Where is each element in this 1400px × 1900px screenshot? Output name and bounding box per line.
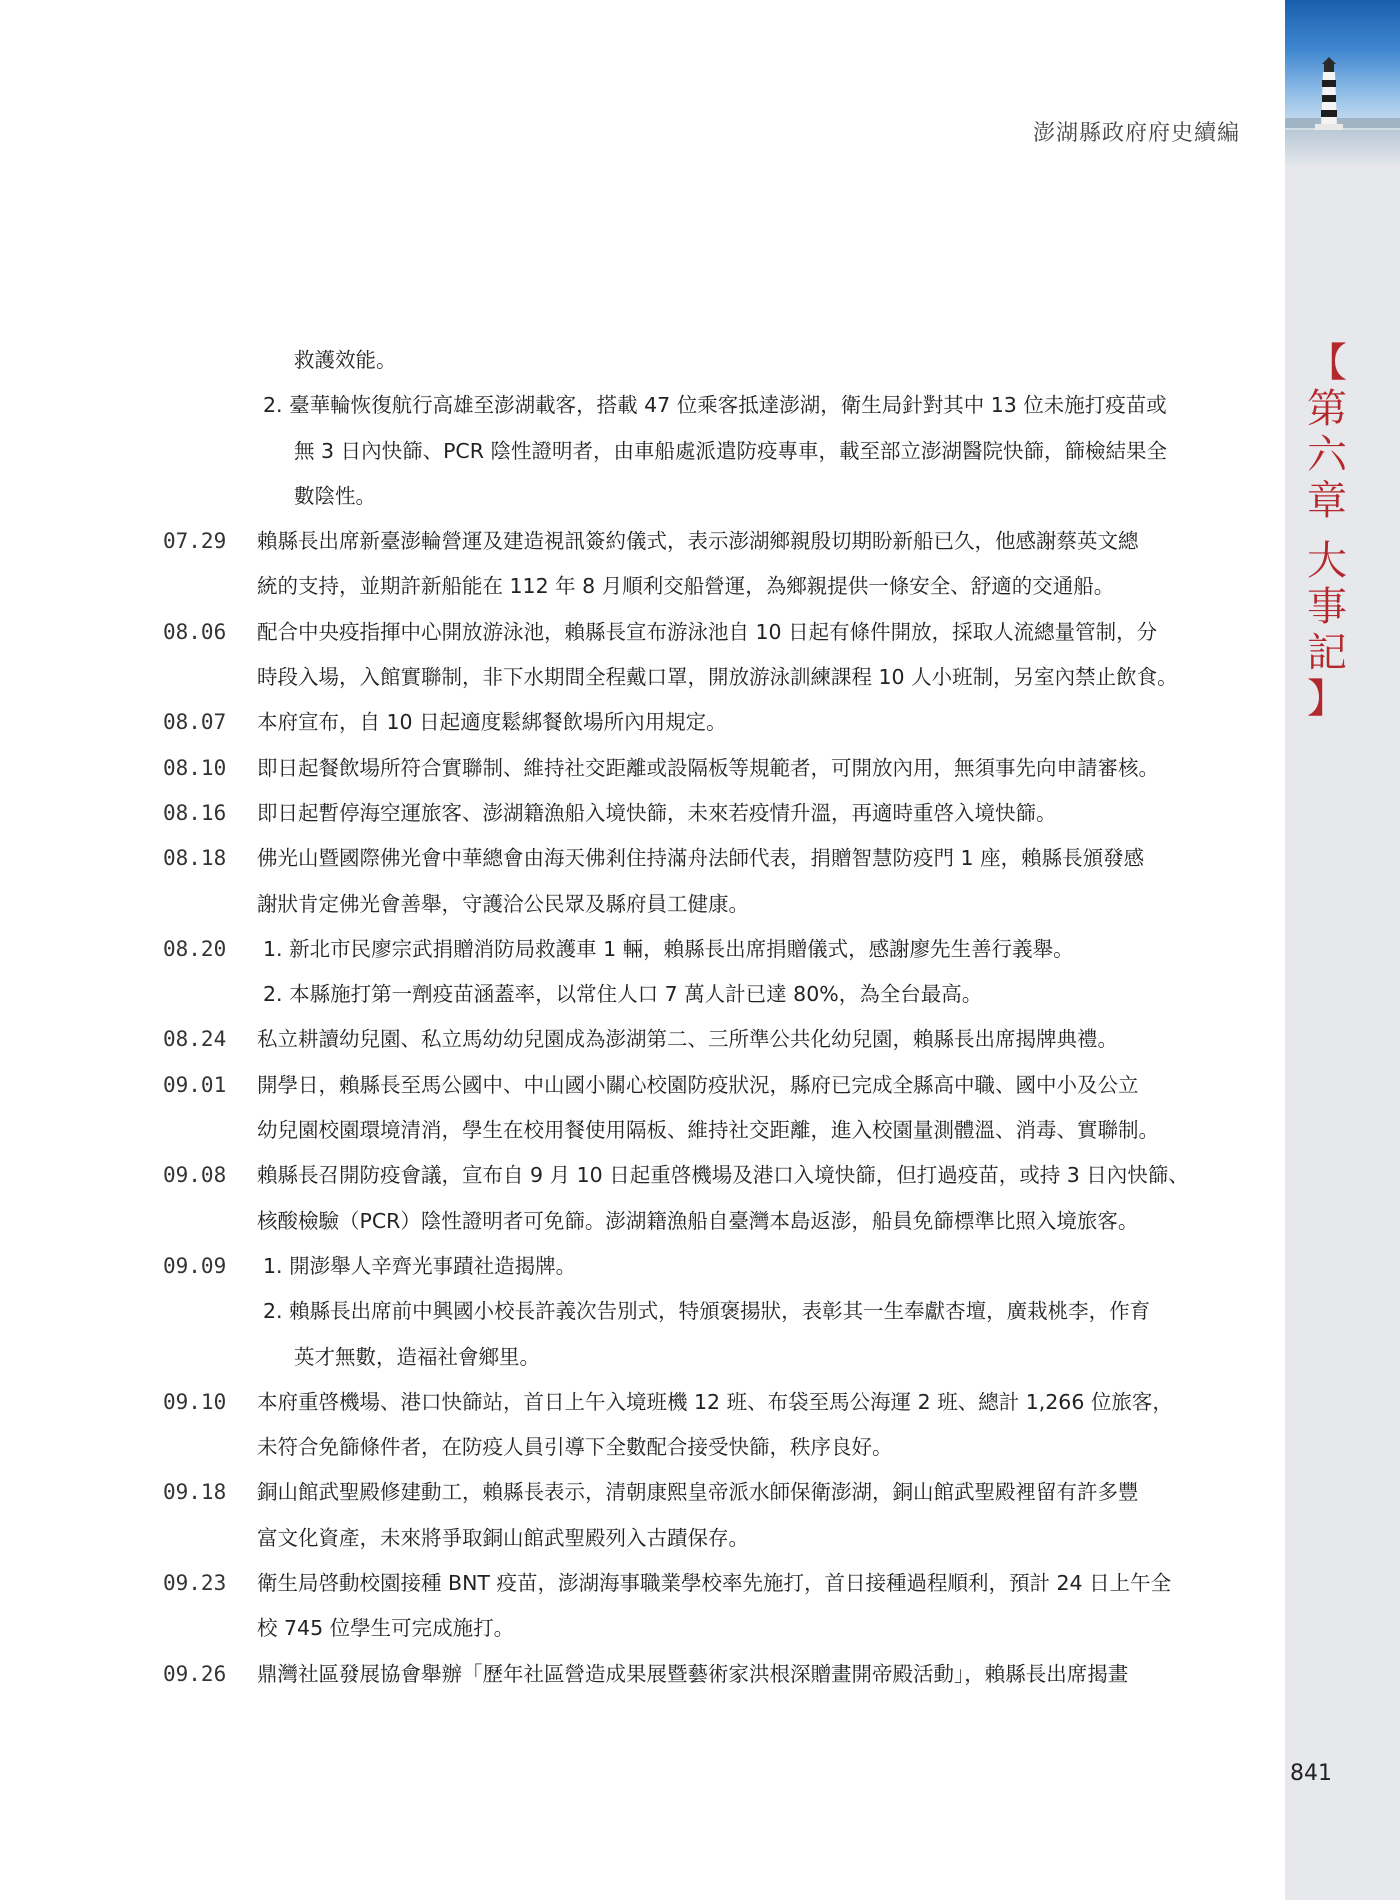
entry-text: 即日起餐飲場所符合實聯制、維持社交距離或設隔板等規範者，可開放內用，無須事先向申請審核。 [257, 755, 1159, 780]
entry-text: 2. 臺華輪恢復航行高雄至澎湖載客，搭載 47 位乘客抵達澎湖，衛生局針對其中 13 位未施打疫苗或 [263, 393, 1167, 418]
chronicle-body [0, 338, 1285, 1697]
chronicle-line [0, 383, 1285, 428]
chronicle-line [0, 1153, 1285, 1198]
entry-date: 09.08 [163, 1163, 227, 1188]
entry-date: 08.07 [163, 710, 227, 735]
entry-text: 本府宣布，自 10 日起適度鬆綁餐飲場所內用規定。 [257, 710, 727, 735]
entry-date: 09.26 [163, 1661, 227, 1686]
chronicle-line [0, 1380, 1285, 1425]
entry-text: 即日起暫停海空運旅客、澎湖籍漁船入境快篩，未來若疫情升溫，再適時重啓入境快篩。 [257, 800, 1057, 825]
entry-text: 救護效能。 [294, 348, 397, 372]
chronicle-line [0, 1244, 1285, 1289]
entry-text: 時段入場，入館實聯制，非下水期間全程戴口罩，開放游泳訓練課程 10 人小班制，另室內禁止飲食。 [257, 665, 1178, 690]
entry-date: 07.29 [163, 529, 227, 554]
chronicle-line [0, 1425, 1285, 1470]
chronicle-line [0, 1470, 1285, 1515]
entry-date: 08.06 [163, 619, 227, 644]
entry-text: 賴縣長召開防疫會議，宣布自 9 月 10 日起重啓機場及港口入境快篩，但打過疫苗，或持 3 日內快篩、 [257, 1163, 1189, 1188]
entry-text: 1. 開澎舉人辛齊光事蹟社造揭牌。 [263, 1253, 577, 1278]
chronicle-line [0, 791, 1285, 836]
running-header: 澎湖縣政府府史續編 [1032, 121, 1240, 146]
entry-text: 私立耕讀幼兒園、私立馬幼幼兒園成為澎湖第二、三所準公共化幼兒園，賴縣長出席揭牌典禮。 [257, 1027, 1118, 1052]
entry-text: 無 3 日內快篩、PCR 陰性證明者，由車船處派遣防疫專車，載至部立澎湖醫院快篩，篩檢結果全 [294, 438, 1168, 463]
entry-date: 09.10 [163, 1389, 227, 1414]
entry-date: 08.16 [163, 800, 227, 825]
chronicle-line [0, 1606, 1285, 1651]
chronicle-line [0, 429, 1285, 474]
entry-text: 開學日，賴縣長至馬公國中、中山國小關心校園防疫狀況，縣府已完成全縣高中職、國中小及公立 [257, 1072, 1139, 1097]
chapter-tab [1302, 340, 1352, 722]
entry-text: 2. 賴縣長出席前中興國小校長許義次告別式，特頒褒揚狀，表彰其一生奉獻杏壇，廣栽桃李，作育 [263, 1299, 1151, 1324]
chronicle-line [0, 338, 1285, 383]
entry-date: 08.18 [163, 846, 227, 871]
lighthouse-photo [1285, 0, 1400, 165]
entry-date: 09.01 [163, 1072, 227, 1097]
page-number: 841 [1290, 1761, 1332, 1786]
entry-text: 衛生局啓動校園接種 BNT 疫苗，澎湖海事職業學校率先施打，首日接種過程順利，預計 24 日上午全 [257, 1571, 1172, 1596]
chapter-title-label: 大事記 [1307, 538, 1347, 676]
chronicle-line [0, 1063, 1285, 1108]
chronicle-line [0, 882, 1285, 927]
entry-text: 校 745 位學生可完成施打。 [257, 1616, 515, 1641]
chronicle-line [0, 519, 1285, 564]
entry-text: 富文化資產，未來將爭取銅山館武聖殿列入古蹟保存。 [257, 1525, 749, 1550]
chronicle-line [0, 474, 1285, 519]
entry-text: 數陰性。 [294, 483, 376, 508]
entry-date: 09.09 [163, 1253, 227, 1278]
chapter-number-label: 第六章 [1307, 386, 1347, 524]
chronicle-line [0, 610, 1285, 655]
entry-text: 佛光山暨國際佛光會中華總會由海天佛剎住持滿舟法師代表，捐贈智慧防疫門 1 座，賴縣長頒發感 [257, 846, 1145, 871]
chronicle-line [0, 1335, 1285, 1380]
chronicle-line [0, 1108, 1285, 1153]
entry-text: 本府重啓機場、港口快篩站，首日上午入境班機 12 班、布袋至馬公海運 2 班、總計 1,266 位旅客， [257, 1389, 1173, 1414]
entry-date: 09.18 [163, 1480, 227, 1505]
chronicle-line [0, 700, 1285, 745]
entry-date: 08.24 [163, 1027, 227, 1052]
side-margin-band [1285, 0, 1400, 1900]
chronicle-line [0, 927, 1285, 972]
chronicle-line [0, 655, 1285, 700]
entry-text: 未符合免篩條件者，在防疫人員引導下全數配合接受快篩，秩序良好。 [257, 1435, 893, 1460]
chronicle-line [0, 1199, 1285, 1244]
entry-text: 1. 新北市民廖宗武捐贈消防局救護車 1 輛，賴縣長出席捐贈儀式，感謝廖先生善行義舉。 [263, 936, 1074, 961]
chronicle-line [0, 1017, 1285, 1062]
chronicle-line [0, 836, 1285, 881]
chronicle-line [0, 564, 1285, 609]
entry-text: 統的支持，並期許新船能在 112 年 8 月順利交船營運，為鄉親提供一條安全、舒適的交通船。 [257, 574, 1115, 599]
entry-text: 銅山館武聖殿修建動工，賴縣長表示，清朝康熙皇帝派水師保衛澎湖，銅山館武聖殿裡留有許多豐 [257, 1480, 1139, 1505]
chronicle-line [0, 1516, 1285, 1561]
chapter-close-bracket: 】 [1307, 676, 1347, 722]
entry-date: 09.23 [163, 1571, 227, 1596]
chronicle-line [0, 1652, 1285, 1697]
entry-date: 08.10 [163, 755, 227, 780]
entry-text: 鼎灣社區發展協會舉辦「歷年社區營造成果展暨藝術家洪根深贈畫開帝殿活動」，賴縣長出席揭畫 [257, 1661, 1129, 1686]
entry-text: 賴縣長出席新臺澎輪營運及建造視訊簽約儀式，表示澎湖鄉親殷切期盼新船已久，他感謝蔡英文總 [257, 529, 1139, 554]
entry-text: 謝狀肯定佛光會善舉，守護洽公民眾及縣府員工健康。 [257, 891, 749, 916]
entry-date: 08.20 [163, 936, 227, 961]
entry-text: 核酸檢驗（PCR）陰性證明者可免篩。澎湖籍漁船自臺灣本島返澎，船員免篩標準比照入境旅客。 [257, 1208, 1139, 1233]
chapter-open-bracket: 【 [1307, 340, 1347, 386]
chronicle-line [0, 1561, 1285, 1606]
chronicle-line [0, 1289, 1285, 1334]
entry-text: 幼兒園校園環境清消，學生在校用餐使用隔板、維持社交距離，進入校園量測體溫、消毒、實聯制。 [257, 1118, 1159, 1143]
chronicle-line [0, 972, 1285, 1017]
entry-text: 配合中央疫指揮中心開放游泳池，賴縣長宣布游泳池自 10 日起有條件開放，採取人流總量管制，分 [257, 619, 1158, 644]
entry-text: 英才無數，造福社會鄉里。 [294, 1344, 540, 1369]
entry-text: 2. 本縣施打第一劑疫苗涵蓋率，以常住人口 7 萬人計已達 80%，為全台最高。 [263, 982, 983, 1007]
chronicle-line [0, 746, 1285, 791]
